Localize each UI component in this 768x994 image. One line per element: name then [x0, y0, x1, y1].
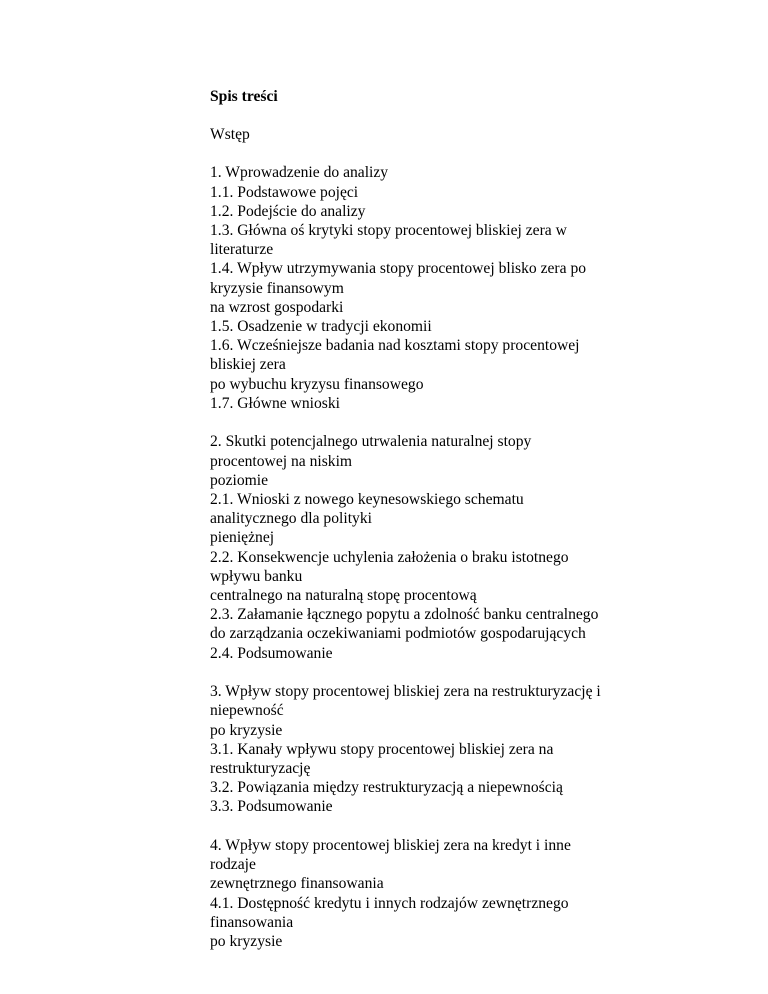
- toc-line: centralnego na naturalną stopę procentową: [210, 587, 477, 605]
- toc-line: 2.1. Wnioski z nowego keynesowskiego schematu: [210, 491, 524, 509]
- toc-line: po kryzysie: [210, 933, 283, 951]
- toc-line: 4.1. Dostępność kredytu i innych rodzajów zewnętrznego: [210, 894, 569, 912]
- toc-line: bliskiej zera: [210, 356, 286, 374]
- toc-line: 1.6. Wcześniejsze badania nad kosztami stopy procentowej: [210, 337, 580, 355]
- toc-chapter-2: [210, 432, 710, 662]
- toc-line: 1.7. Główne wnioski: [210, 394, 340, 412]
- toc-line: literaturze: [210, 241, 274, 259]
- toc-line: na wzrost gospodarki: [210, 298, 344, 316]
- toc-line: 1.1. Podstawowe pojęci: [210, 183, 359, 201]
- toc-line: do zarządzania oczekiwaniami podmiotów gospodarujących: [210, 625, 586, 643]
- toc-chapter-1: [210, 163, 710, 413]
- toc-line: 4. Wpływ stopy procentowej bliskiej zera na kredyt i inne: [210, 837, 571, 855]
- toc-line: po wybuchu kryzysu finansowego: [210, 375, 424, 393]
- toc-line: analitycznego dla polityki: [210, 510, 372, 528]
- toc-line: zewnętrznego finansowania: [210, 875, 384, 893]
- document-page: [210, 87, 710, 971]
- toc-line: kryzysie finansowym: [210, 279, 344, 297]
- toc-line: 1. Wprowadzenie do analizy: [210, 164, 389, 182]
- toc-line: 2.3. Załamanie łącznego popytu a zdolność banku centralnego: [210, 606, 599, 624]
- toc-line: rodzaje: [210, 856, 256, 874]
- toc-line: 2.2. Konsekwencje uchylenia założenia o braku istotnego: [210, 548, 569, 566]
- toc-intro: Wstęp: [210, 126, 250, 144]
- toc-line: 3.3. Podsumowanie: [210, 798, 333, 816]
- toc-line: 3.1. Kanały wpływu stopy procentowej bliskiej zera na: [210, 740, 554, 758]
- toc-line: 2. Skutki potencjalnego utrwalenia naturalnej stopy: [210, 433, 532, 451]
- toc-line: 1.2. Podejście do analizy: [210, 202, 366, 220]
- toc-line: procentowej na niskim: [210, 452, 353, 470]
- toc-line: niepewność: [210, 702, 284, 720]
- toc-line: finansowania: [210, 913, 294, 931]
- toc-line: 3. Wpływ stopy procentowej bliskiej zera na restrukturyzację i: [210, 683, 601, 701]
- toc-line: restrukturyzację: [210, 760, 311, 778]
- toc-line: wpływu banku: [210, 567, 303, 585]
- toc-line: 1.5. Osadzenie w tradycji ekonomii: [210, 318, 432, 336]
- toc-title: Spis treści: [210, 88, 278, 105]
- toc-line: poziomie: [210, 471, 269, 489]
- toc-line: 1.3. Główna oś krytyki stopy procentowej bliskiej zera w: [210, 222, 567, 240]
- toc-line: 3.2. Powiązania między restrukturyzacją a niepewnością: [210, 779, 563, 797]
- toc-chapter-3: [210, 682, 710, 816]
- toc-line: 1.4. Wpływ utrzymywania stopy procentowej blisko zera po: [210, 260, 587, 278]
- toc-line: pieniężnej: [210, 529, 275, 547]
- toc-chapter-4: [210, 836, 710, 951]
- toc-line: po kryzysie: [210, 721, 283, 739]
- toc-line: 2.4. Podsumowanie: [210, 644, 333, 662]
